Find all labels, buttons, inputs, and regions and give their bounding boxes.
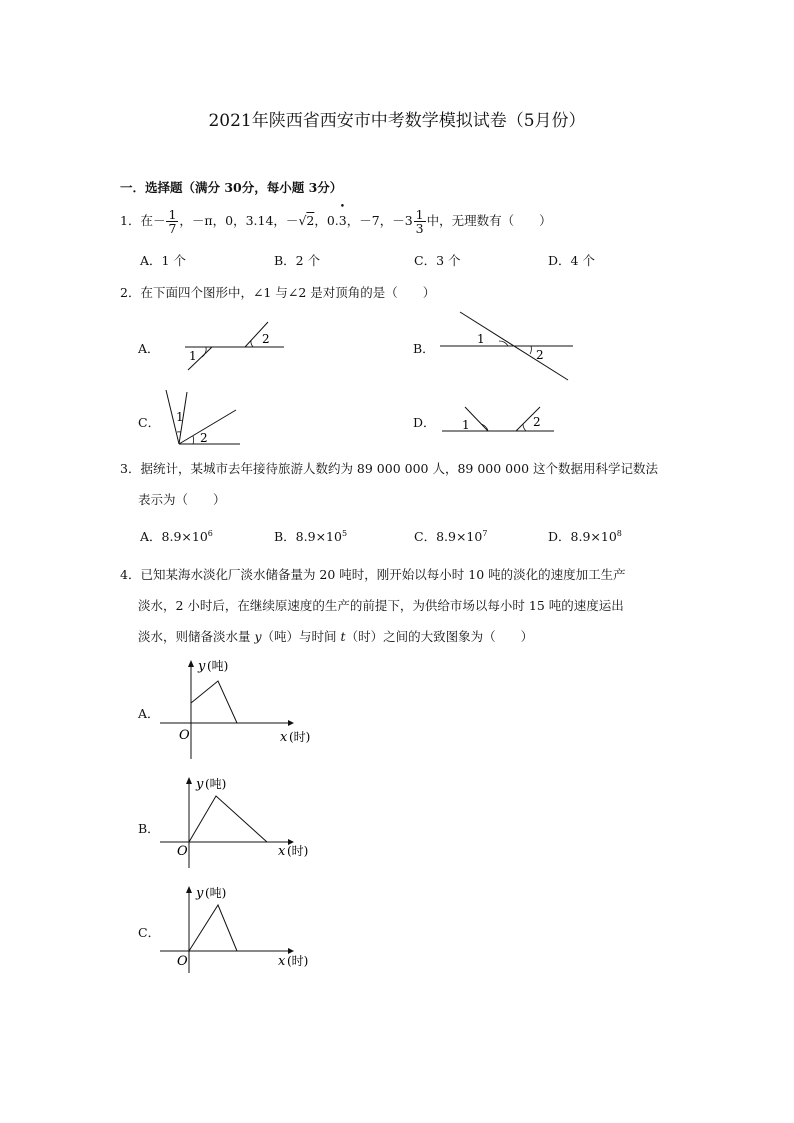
q4-b-xunit: (时) <box>287 844 309 858</box>
question-4-line2: 淡水，2 小时后，在继续原速度的生产的前提下，为供给市场以每小时 15 吨的速度运出 <box>138 598 624 613</box>
q3-b-label: B．8.9×10 <box>274 529 342 544</box>
q4-line3a: 淡水，则储备淡水量 <box>138 629 255 644</box>
q2-label-c: C． <box>138 415 161 430</box>
q3-d-exp: 8 <box>616 528 622 538</box>
question-4-line1: 4．已知某海水淡化厂淡水储备量为 20 吨时，刚开始以每小时 10 吨的淡化的速度加工生产 <box>120 567 626 582</box>
q2-label-b: B． <box>413 341 435 356</box>
q4-label-b: B． <box>138 821 160 836</box>
section-heading: 一．选择题（满分 30分，每小题 3分） <box>120 180 343 195</box>
q4-label-a: A． <box>138 706 160 721</box>
q4-c-xunit: (时) <box>287 954 309 968</box>
q4-line3b: （吨）与时间 <box>261 629 341 644</box>
q1-mid1: ，－π，0，3.14，－ <box>179 213 299 229</box>
q1-mid2: ，0. <box>314 213 339 229</box>
q2-c-angle1: 1 <box>176 410 184 424</box>
q3-b-exp: 5 <box>341 528 348 538</box>
q4-graph-a <box>160 655 330 760</box>
q2-label-d: D． <box>413 415 436 430</box>
q2-label-a: A． <box>138 341 160 356</box>
page-title: 2021年陕西省西安市中考数学模拟试卷（5月份） <box>208 111 586 131</box>
q2-c-angle2: 2 <box>200 431 208 445</box>
q3-d-label: D．8.9×10 <box>548 529 617 544</box>
q2-a-angle2: 2 <box>262 332 270 346</box>
q4-line3c: （时）之间的大致图象为（ ） <box>345 629 534 644</box>
q4-a-ylabel: y <box>198 659 206 674</box>
q3-a-exp: 6 <box>207 528 213 538</box>
q2-d-angle1: 1 <box>462 418 470 432</box>
q4-b-origin: O <box>177 844 188 859</box>
q3-option-c <box>414 527 487 545</box>
q1-option-d: D．4 个 <box>548 253 595 268</box>
q2-figure-b <box>435 308 575 384</box>
q1-post: 中，无理数有（ ） <box>426 213 552 229</box>
q3-option-a <box>140 527 213 545</box>
q3-c-exp: 7 <box>482 528 488 538</box>
q4-graph-b <box>160 770 330 870</box>
q4-c-ylabel: y <box>196 886 204 901</box>
q2-a-angle1: 1 <box>189 349 197 363</box>
q2-figure-d <box>436 402 560 438</box>
q4-c-xlabel: x <box>278 954 286 969</box>
q4-c-yunit: (吨) <box>205 886 227 900</box>
q4-a-xlabel: x <box>280 730 288 745</box>
q1-frac2-num: 1 <box>415 207 424 222</box>
q1-num: 1． <box>120 213 141 229</box>
question-3-line1: 3．据统计，某城市去年接待旅游人数约为 89 000 000 人，89 000 000 这个数据用科学记数法 <box>120 461 659 476</box>
q1-mid3: ，－7，－3 <box>346 213 413 229</box>
q4-b-ylabel: y <box>196 777 204 792</box>
q4-var-y: y <box>254 629 262 644</box>
q1-frac1-den: 7 <box>168 221 177 237</box>
question-2: 2．在下面四个图形中，∠1 与∠2 是对顶角的是（ ） <box>120 285 436 300</box>
q2-figure-c <box>160 386 250 452</box>
q1-repeating-digit: • 3 <box>339 213 347 228</box>
q4-b-yunit: (吨) <box>205 777 227 791</box>
q4-var-t: t <box>340 629 346 644</box>
q4-label-c: C． <box>138 925 161 940</box>
q4-a-origin: O <box>179 728 190 743</box>
q3-c-label: C．8.9×10 <box>414 529 483 544</box>
q1-option-b: B．2 个 <box>274 253 321 268</box>
q1-frac2 <box>414 208 426 235</box>
q2-b-angle1: 1 <box>477 332 485 346</box>
q1-sqrt: 2 <box>306 213 315 229</box>
q1-option-a: A．1 个 <box>140 253 186 268</box>
q1-frac1-num: 1 <box>168 207 177 222</box>
q1-frac2-den: 3 <box>415 221 424 237</box>
q4-c-origin: O <box>177 954 188 969</box>
question-1: 1．在－ $\frac{1}{7}$ ，－π，0，3.14，－√2，0.• 3，－7，－3 $\frac{1}{3}$ 中，无理数有（ ） <box>120 208 552 235</box>
q4-graph-c <box>160 880 330 975</box>
q2-d-angle2: 2 <box>533 415 541 429</box>
q4-a-yunit: (吨) <box>207 659 229 673</box>
q2-figure-a <box>180 318 290 374</box>
question-3-line2: 表示为（ ） <box>138 492 226 507</box>
q4-b-xlabel: x <box>278 844 286 859</box>
q1-option-c: C．3 个 <box>414 253 461 268</box>
q2-b-angle2: 2 <box>536 348 544 362</box>
q3-option-b <box>274 527 347 545</box>
question-4-line3 <box>138 627 533 645</box>
q1-pre: 在－ <box>140 213 166 229</box>
q4-a-xunit: (时) <box>289 730 311 744</box>
q3-option-d <box>548 527 622 545</box>
q3-a-label: A．8.9×10 <box>140 529 208 544</box>
q1-frac1 <box>166 208 178 235</box>
